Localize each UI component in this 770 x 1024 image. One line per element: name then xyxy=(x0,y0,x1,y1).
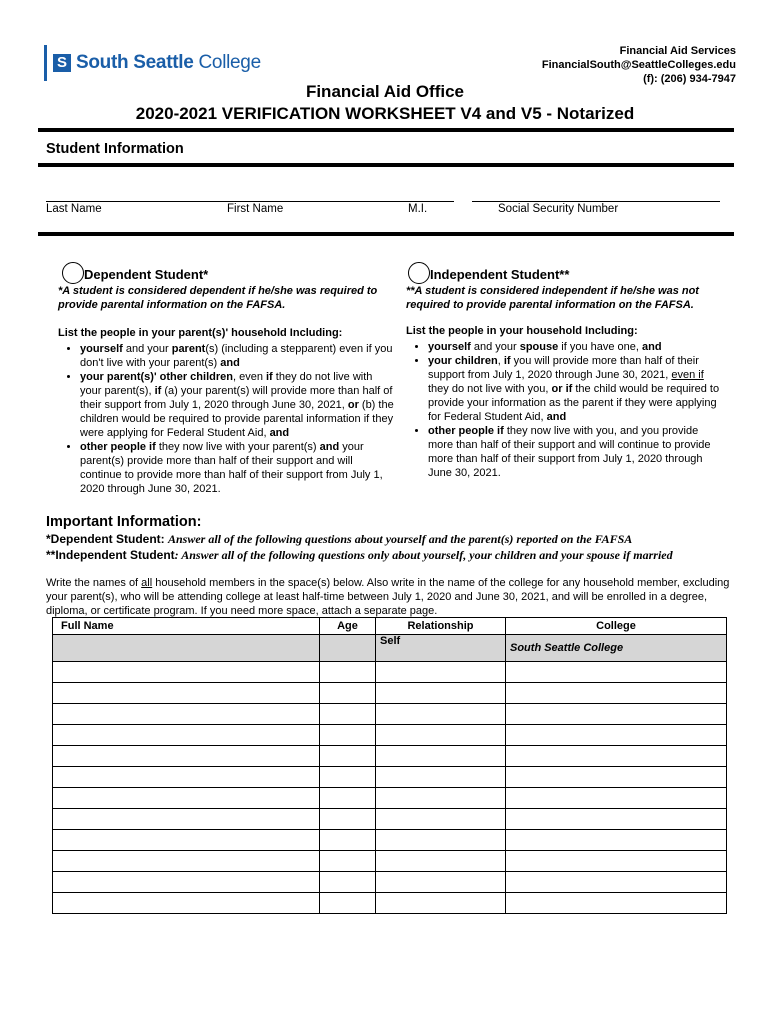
name-cell[interactable] xyxy=(53,662,320,683)
dependent-instruction: *Dependent Student: Answer all of the following questions about yourself and the parent(s) reported on the FAFSA xyxy=(46,532,633,546)
important-heading: Important Information: xyxy=(46,514,202,530)
age-cell[interactable] xyxy=(320,635,376,662)
college-cell[interactable] xyxy=(506,872,727,893)
household-instructions: Write the names of all household members in the space(s) below. Also write in the name of the college for any household member, excluding your parent(s), who will be attending college at least half-time between July 1, 2020 and June 30, 2021, and will be enrolled in a degree, diploma, or certificate program. If you need more space, attach a separate page. xyxy=(46,577,730,617)
age-cell[interactable] xyxy=(320,893,376,914)
age-cell[interactable] xyxy=(320,872,376,893)
col-college: College xyxy=(506,618,727,635)
list-item: • yourself and your parent(s) (including a stepparent) even if you don't live with your parent(s) and xyxy=(80,342,394,370)
contact-fax: (f): (206) 934-7947 xyxy=(643,73,736,85)
college-cell[interactable] xyxy=(506,662,727,683)
dependent-radio[interactable] xyxy=(62,262,84,284)
relationship-cell[interactable] xyxy=(376,746,506,767)
last-name-label: Last Name xyxy=(46,203,102,215)
college-cell[interactable] xyxy=(506,830,727,851)
col-relationship: Relationship xyxy=(376,618,506,635)
table-row xyxy=(53,893,727,914)
worksheet-title: 2020-2021 VERIFICATION WORKSHEET V4 and V5 - Notarized xyxy=(135,104,635,123)
relationship-cell[interactable] xyxy=(376,851,506,872)
col-age: Age xyxy=(320,618,376,635)
table-row xyxy=(53,725,727,746)
age-cell[interactable] xyxy=(320,809,376,830)
age-cell[interactable] xyxy=(320,704,376,725)
relationship-cell[interactable] xyxy=(376,767,506,788)
college-cell: South Seattle College xyxy=(506,635,727,662)
college-cell[interactable] xyxy=(506,809,727,830)
dependent-heading: Dependent Student* xyxy=(84,267,209,282)
name-cell[interactable] xyxy=(53,704,320,725)
relationship-cell[interactable] xyxy=(376,893,506,914)
contact-email: FinancialSouth@SeattleColleges.edu xyxy=(541,59,736,71)
table-row xyxy=(53,851,727,872)
table-row xyxy=(53,635,727,662)
table-row xyxy=(53,662,727,683)
name-cell[interactable] xyxy=(53,830,320,851)
logo-bar xyxy=(44,45,47,81)
name-cell[interactable] xyxy=(53,767,320,788)
college-cell[interactable] xyxy=(506,788,727,809)
name-cell[interactable] xyxy=(53,683,320,704)
name-underline[interactable] xyxy=(46,201,454,202)
mi-label: M.I. xyxy=(408,203,428,215)
household-table xyxy=(52,617,727,914)
relationship-cell[interactable] xyxy=(376,830,506,851)
independent-heading: Independent Student** xyxy=(430,267,570,282)
college-cell[interactable] xyxy=(506,746,727,767)
relationship-cell[interactable] xyxy=(376,809,506,830)
list-item: • other people if they now live with you, and you provide more than half of their support and will continue to provide more than half of their support from July 1, 2020 through June 30, 2021. xyxy=(428,424,724,480)
college-cell[interactable] xyxy=(506,851,727,872)
list-item: • yourself and your spouse if you have one, and xyxy=(428,340,724,354)
name-cell[interactable] xyxy=(53,746,320,767)
name-cell[interactable] xyxy=(53,851,320,872)
col-full-name: Full Name xyxy=(53,618,320,635)
table-row xyxy=(53,872,727,893)
table-row xyxy=(53,746,727,767)
list-item: • other people if they now live with your parent(s) and your parent(s) provide more than half of their support and will continue to provide more than half of their support from July 1, 2020 through June 30, 2021. xyxy=(80,440,394,496)
independent-list-header: List the people in your household Including: xyxy=(406,325,638,337)
ssn-underline[interactable] xyxy=(472,201,720,202)
section-rule xyxy=(38,163,734,167)
independent-note: **A student is considered independent if he/she was not required to provide parental information on the FAFSA. xyxy=(406,285,699,311)
age-cell[interactable] xyxy=(320,725,376,746)
relationship-cell[interactable] xyxy=(376,872,506,893)
ssn-label: Social Security Number xyxy=(498,203,619,215)
table-row xyxy=(53,830,727,851)
list-item: • your parent(s)' other children, even if they do not live with your parent(s), if (a) your parent(s) will provide more than half of their support from July 1, 2020 through June 30, 2021, or (b) the children would be required to provide parental information if they were applying for Federal Student Aid, and xyxy=(80,370,394,440)
name-cell[interactable] xyxy=(53,725,320,746)
age-cell[interactable] xyxy=(320,788,376,809)
contact-dept: Financial Aid Services xyxy=(619,45,736,57)
office-title: Financial Aid Office xyxy=(305,82,465,101)
dependent-note: *A student is considered dependent if he/she was required to provide parental information on the FAFSA. xyxy=(58,285,378,311)
college-cell[interactable] xyxy=(506,893,727,914)
logo-s-icon: S xyxy=(53,54,71,72)
section-rule xyxy=(38,232,734,236)
contact-info xyxy=(542,44,736,86)
name-cell[interactable] xyxy=(53,635,320,662)
table-row xyxy=(53,767,727,788)
name-cell[interactable] xyxy=(53,893,320,914)
college-cell[interactable] xyxy=(506,683,727,704)
relationship-cell[interactable] xyxy=(376,788,506,809)
table-row xyxy=(53,788,727,809)
college-logo xyxy=(44,44,261,82)
table-row xyxy=(53,809,727,830)
name-cell[interactable] xyxy=(53,809,320,830)
age-cell[interactable] xyxy=(320,767,376,788)
first-name-label: First Name xyxy=(227,203,284,215)
independent-list xyxy=(406,324,724,480)
relationship-cell[interactable] xyxy=(376,704,506,725)
list-item: • your children, if you will provide more than half of their support from July 1, 2020 through June 30, 2021, even if they do not live with you, or if the child would be required to provide your information as the parent if they were applying for Federal Student Aid, and xyxy=(428,354,724,424)
college-cell[interactable] xyxy=(506,704,727,725)
logo-text: South Seattle College xyxy=(76,52,261,73)
relationship-cell: Self xyxy=(376,635,506,662)
table-row xyxy=(53,704,727,725)
age-cell[interactable] xyxy=(320,683,376,704)
relationship-cell[interactable] xyxy=(376,683,506,704)
name-cell[interactable] xyxy=(53,788,320,809)
table-row xyxy=(53,683,727,704)
age-cell[interactable] xyxy=(320,662,376,683)
age-cell[interactable] xyxy=(320,851,376,872)
title-rule xyxy=(38,128,734,132)
dependent-list-header: List the people in your parent(s)' household Including: xyxy=(58,327,343,339)
independent-instruction: **Independent Student: Answer all of the following questions only about yourself, your children and your spouse if married xyxy=(46,548,673,562)
relationship-cell[interactable] xyxy=(376,725,506,746)
college-cell[interactable] xyxy=(506,725,727,746)
name-cell[interactable] xyxy=(53,872,320,893)
age-cell[interactable] xyxy=(320,830,376,851)
college-cell[interactable] xyxy=(506,767,727,788)
relationship-cell[interactable] xyxy=(376,662,506,683)
student-info-heading: Student Information xyxy=(46,141,184,157)
independent-radio[interactable] xyxy=(408,262,430,284)
dependent-list xyxy=(58,326,394,496)
age-cell[interactable] xyxy=(320,746,376,767)
